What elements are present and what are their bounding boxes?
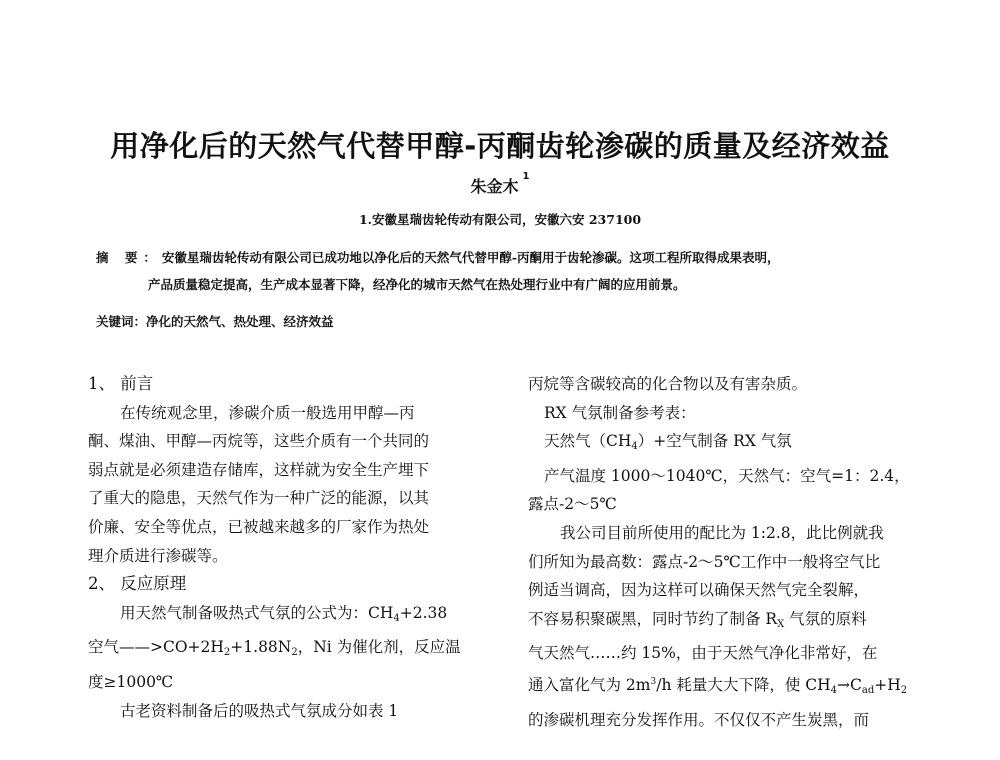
body-line: 通入富化气为 $2m^3/h$ 耗量大大下降，使 $CH_4\to C_{ad}+H_2$: [528, 675, 908, 696]
body-line: 气天然气……约 15%，由于天然气净化非常好，在: [528, 644, 878, 663]
section-heading-principle: 2、 反应原理: [88, 574, 187, 594]
body-line: 例适当调高，因为这样可以确保天然气完全裂解，: [528, 581, 870, 600]
table-caption: RX 气氛制备参考表：: [544, 403, 696, 422]
body-line: 我公司目前所使用的配比为 1:2.8，此比例就我: [560, 523, 884, 542]
body-line: 天然气$(CH_4)+$空气制备 RX 气氛: [544, 432, 792, 453]
affiliation: 1.安徽星瑞齿轮传动有限公司，安徽六安 237100: [358, 212, 642, 227]
body-line: 不容易积聚碳黑，同时节约了制备 $R_X$ 气氛的原料: [528, 609, 867, 630]
keywords-label: 关键词：: [96, 314, 147, 329]
author-name: 朱金木: [470, 177, 519, 196]
left-column: [88, 370, 498, 725]
body-line: 价廉、安全等优点，已被越来越多的厂家作为热处: [88, 517, 430, 536]
body-line: 的渗碳机理充分发挥作用。不仅仅不产生炭黑，而: [528, 710, 870, 729]
author-line: [0, 171, 1000, 197]
keywords-text: 净化的天然气、热处理、经济效益: [146, 314, 334, 329]
right-column: [528, 370, 938, 734]
body-line: 们所知为最高数：露点-2～5℃工作中一般将空气比: [528, 552, 881, 571]
body-line: 度≥1000℃: [88, 672, 174, 691]
section-heading-intro: 1、 前言: [88, 374, 154, 393]
body-line: 丙烷等含碳较高的化合物以及有害杂质。: [528, 375, 808, 393]
body-line: 了重大的隐患，天然气作为一种广泛的能源，以其: [88, 489, 430, 508]
abstract-line-2: 产品质量稳定提高，生产成本显著下降，经净化的城市天然气在热处理行业中有广阔的应用前景。: [148, 277, 686, 292]
formula-line: 用天然气制备吸热式气氛的公式为：$CH_4+2.38$: [120, 603, 448, 624]
body-line: 弱点就是必须建造存储库，这样就为安全生产埋下: [88, 460, 430, 479]
body-line: 露点-2～5℃: [528, 495, 617, 514]
abstract-text-1: 安徽星瑞齿轮传动有限公司已成功地以净化后的天然气代替甲醇-丙酮用于齿轮渗碳。这项工程所取得成果表明，: [161, 250, 780, 265]
paper-title: 用净化后的天然气代替甲醇-丙酮齿轮渗碳的质量及经济效益: [110, 129, 890, 163]
body-line: 理介质进行渗碳等。: [88, 546, 228, 565]
keywords: [96, 312, 926, 330]
abstract-label: 摘 要：: [96, 250, 162, 265]
author-affiliation-mark: 1: [522, 171, 530, 182]
body-line: 古老资料制备后的吸热式气氛成分如表 1: [120, 701, 399, 720]
abstract-line-1: [96, 244, 926, 271]
body-line: 产气温度 1000～1040℃，天然气：空气=1：2.4，: [544, 466, 910, 485]
body-line: 在传统观念里，渗碳介质一般选用甲醇—丙: [120, 403, 415, 422]
formula-line: 空气$——>CO+2H_2+1.88N_2$，Ni 为催化剂，反应温: [88, 638, 461, 659]
abstract: [96, 244, 926, 298]
body-line: 酮、煤油、甲醇—丙烷等，这些介质有一个共同的: [88, 432, 430, 451]
